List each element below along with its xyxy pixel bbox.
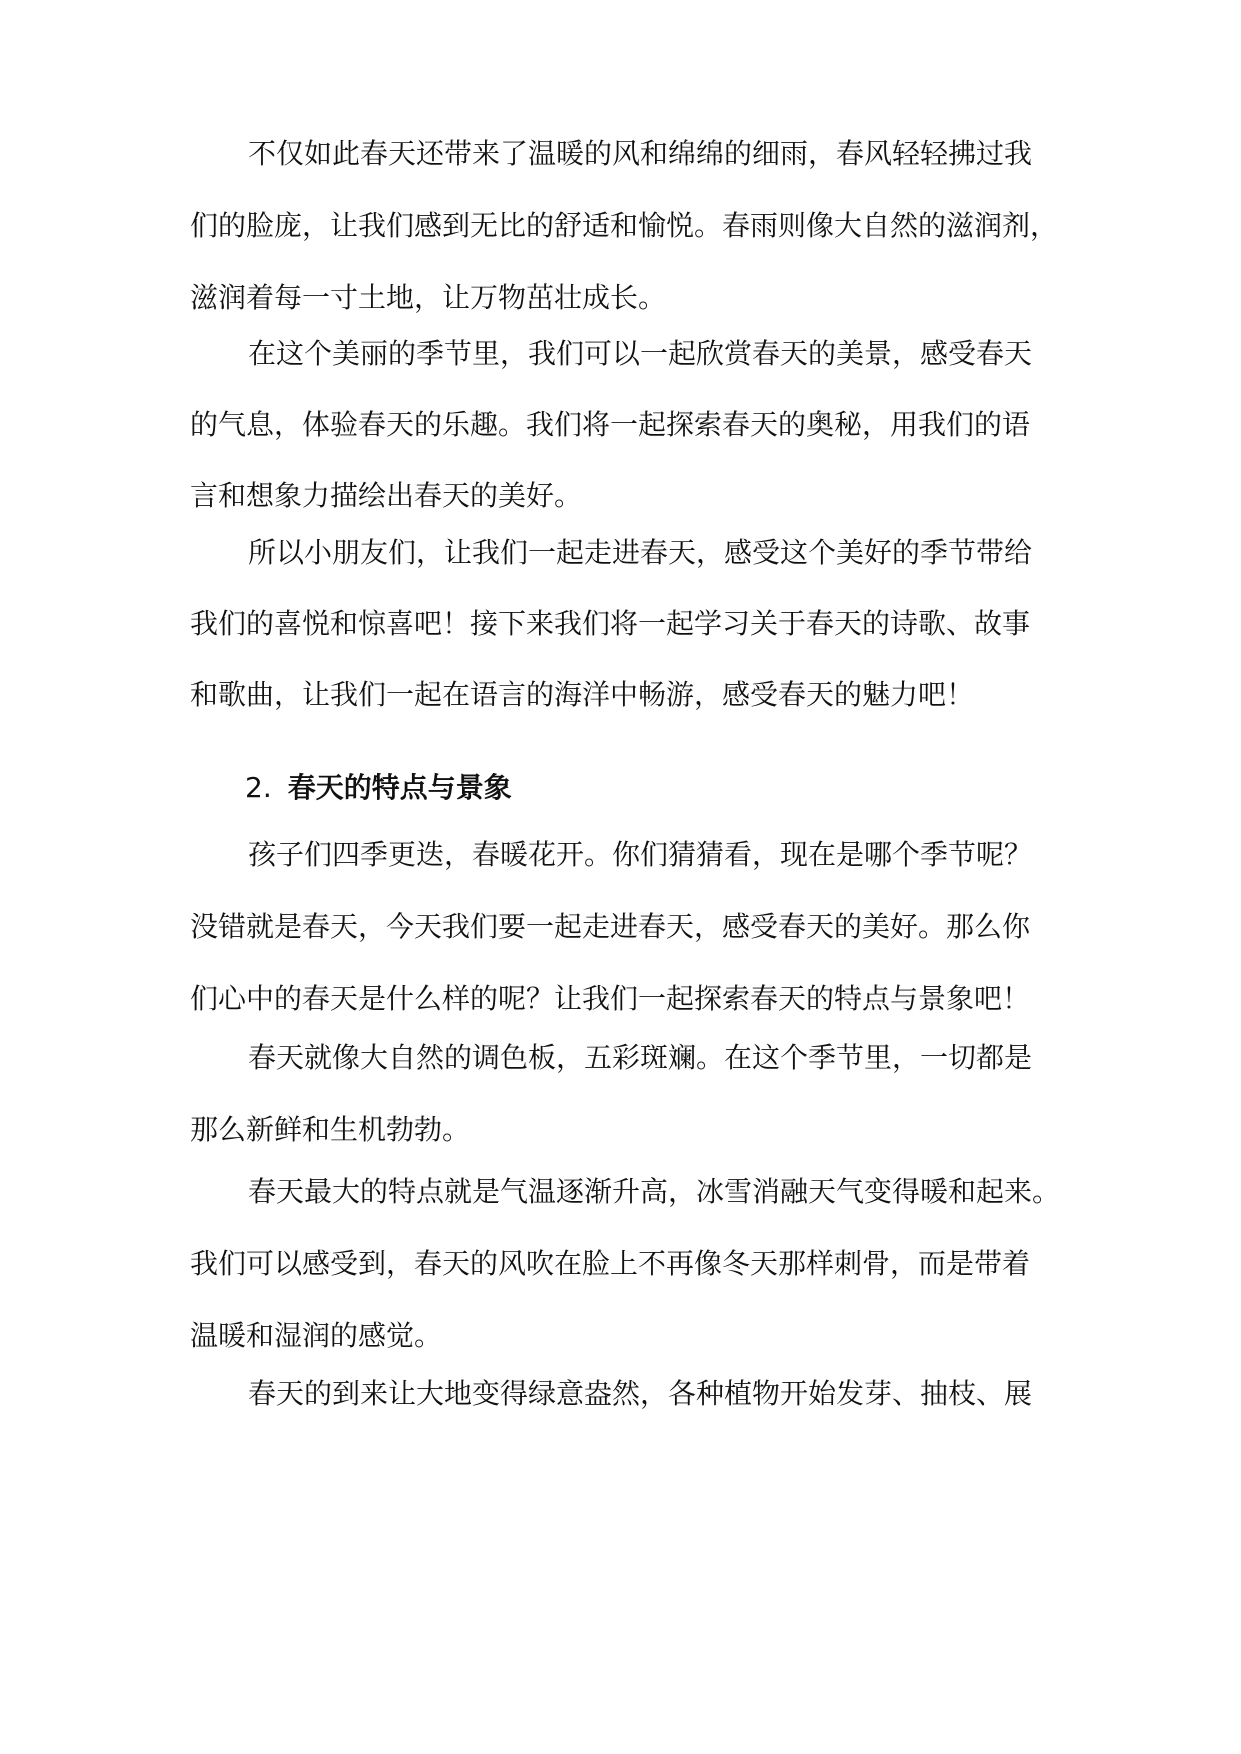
paragraph-2 [190, 334, 1060, 516]
paragraph-line: 在这个美丽的季节里，我们可以一起欣赏春天的美景，感受春天 [248, 337, 1033, 370]
paragraph-line: 不仅如此春天还带来了温暖的风和绵绵的细雨，春风轻轻拂过我 [248, 137, 1033, 170]
paragraph-line: 没错就是春天，今天我们要一起走进春天，感受春天的美好。那么你 [190, 910, 1031, 943]
paragraph-line: 所以小朋友们，让我们一起走进春天，感受这个美好的季节带给 [248, 536, 1033, 569]
paragraph-7 [190, 1374, 1060, 1414]
paragraph-6 [190, 1172, 1060, 1356]
paragraph-line: 言和想象力描绘出春天的美好。 [190, 479, 583, 512]
paragraph-line: 和歌曲，让我们一起在语言的海洋中畅游，感受春天的魅力吧！ [190, 678, 975, 711]
section-heading [245, 768, 512, 808]
paragraph-line: 的气息，体验春天的乐趣。我们将一起探索春天的奥秘，用我们的语 [190, 408, 1031, 441]
paragraph-line: 们心中的春天是什么样的呢？让我们一起探索春天的特点与景象吧！ [190, 982, 1031, 1015]
paragraph-line: 春天的到来让大地变得绿意盎然，各种植物开始发芽、抽枝、展 [248, 1377, 1033, 1410]
paragraph-line: 孩子们四季更迭，春暖花开。你们猜猜看，现在是哪个季节呢？ [248, 838, 1033, 871]
paragraph-line: 们的脸庞，让我们感到无比的舒适和愉悦。春雨则像大自然的滋润剂， [190, 209, 1059, 242]
paragraph-5 [190, 1038, 1060, 1150]
section-title: 春天的特点与景象 [287, 771, 512, 804]
paragraph-line: 滋润着每一寸土地，让万物茁壮成长。 [190, 281, 667, 314]
paragraph-line: 温暖和湿润的感觉。 [190, 1319, 443, 1352]
paragraph-3 [190, 533, 1060, 715]
paragraph-line: 我们可以感受到，春天的风吹在脸上不再像冬天那样刺骨，而是带着 [190, 1247, 1031, 1280]
paragraph-1 [190, 134, 1060, 318]
section-number: 2. [245, 771, 272, 804]
paragraph-line: 那么新鲜和生机勃勃。 [190, 1113, 471, 1146]
paragraph-line: 春天最大的特点就是气温逐渐升高，冰雪消融天气变得暖和起来。 [248, 1175, 1061, 1208]
paragraph-line: 我们的喜悦和惊喜吧！接下来我们将一起学习关于春天的诗歌、故事 [190, 607, 1031, 640]
paragraph-4 [190, 835, 1060, 1019]
paragraph-line: 春天就像大自然的调色板，五彩斑斓。在这个季节里，一切都是 [248, 1041, 1033, 1074]
